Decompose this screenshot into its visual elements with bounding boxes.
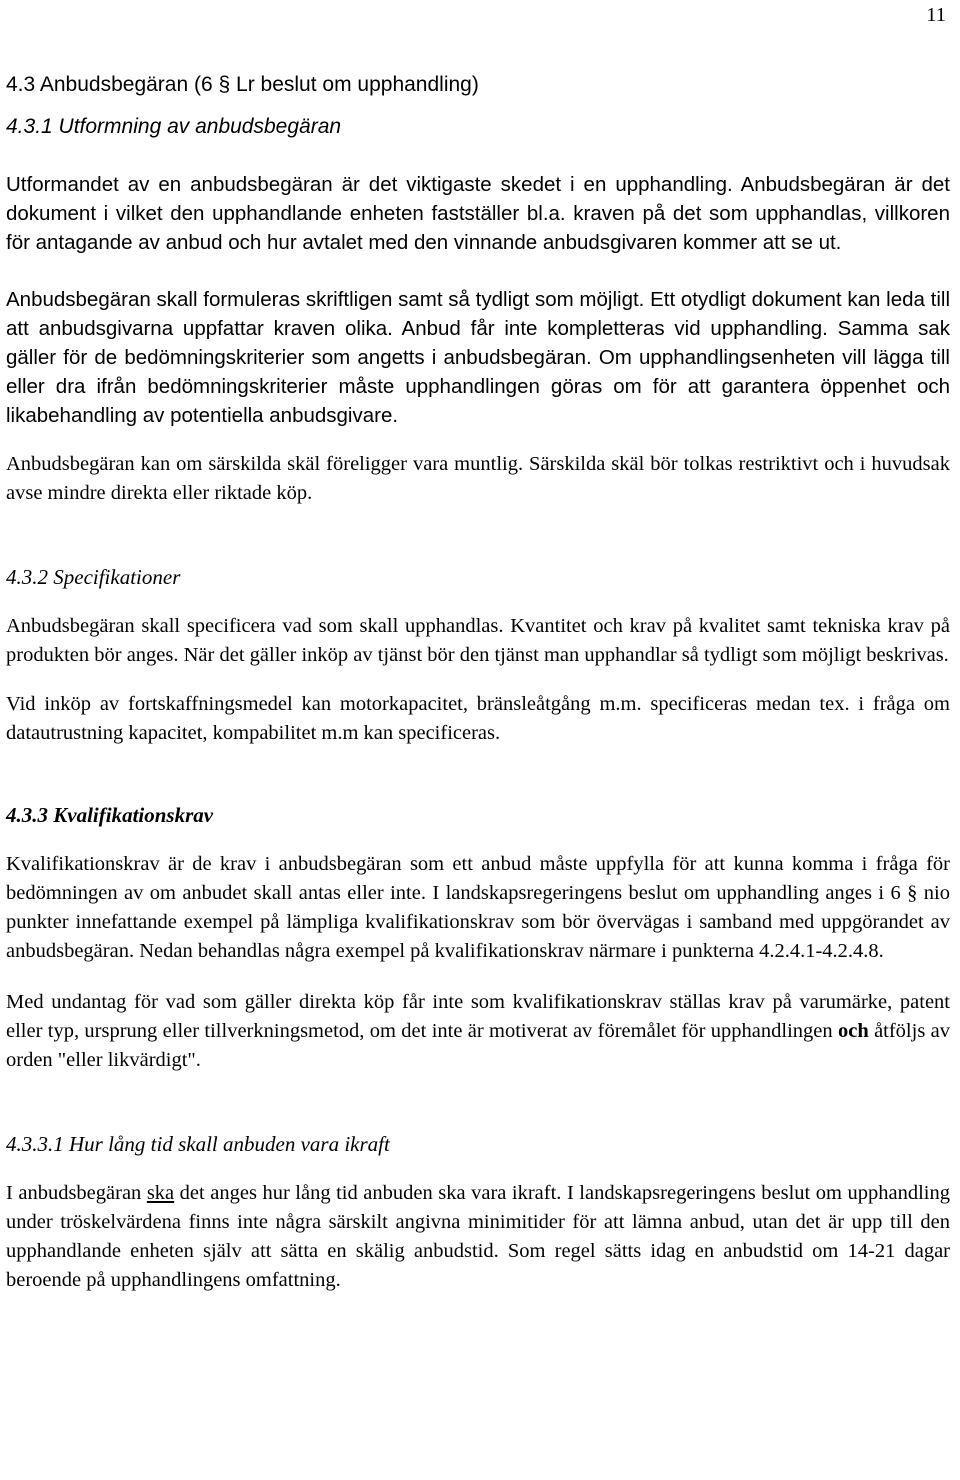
page-number: 11 [926, 4, 946, 26]
paragraph-4-3-3-a: Kvalifikationskrav är de krav i anbudsbegäran som ett anbud måste uppfylla för att kunna komma i fråga för bedömningen av om anbudet skall antas eller inte. I landskapsregeringens beslut om upphandling anges i 6 § nio punkter innefattande exempel på lämpliga kvalifikationskrav som bör övervägas i samband med uppgörandet av anbudsbegäran. Nedan behandlas några exempel på kvalifikationskrav närmare i punkterna 4.2.4.1-4.2.4.8. [6, 853, 950, 962]
paragraph-4-3-3-b-bold: och [837, 1020, 869, 1042]
paragraph-4-3-1-b: Anbudsbegäran skall formuleras skriftligen samt så tydligt som möjligt. Ett otydligt dokument kan leda till att anbudsgivarna uppfattar kraven olika. Anbud får inte kompletteras vid upphandling. Samma sak gäller för de bedömningskriterier som angetts i anbudsbegäran. Om upphandlingsenheten vill lägga till eller dra ifrån bedömningskriterier måste upphandlingen göras om för att garantera öppenhet och likabehandling av potentiella anbudsgivare. [6, 288, 950, 427]
document-body [6, 70, 950, 1295]
subsection-heading-4-3-2: 4.3.2 Specifikationer [6, 565, 181, 589]
paragraph-4-3-2-b: Vid inköp av fortskaffningsmedel kan motorkapacitet, bränsleåtgång m.m. specificeras medan tex. i fråga om datautrustning kapacitet, kompabilitet m.m kan specificeras. [6, 693, 950, 744]
paragraph-4-3-1-a: Utformandet av en anbudsbegäran är det viktigaste skedet i en upphandling. Anbudsbegäran är det dokument i vilket den upphandlande enheten fastställer bl.a. kraven på det som upphandlas, villkoren för antagande av anbud och hur avtalet med den vinnande anbudsgivaren kommer att se ut. [6, 173, 950, 254]
paragraph-4-3-3-b-text-2: åtföljs av orden "eller likvärdigt". [6, 1020, 950, 1071]
paragraph-4-3-3-1-a-text-2: det anges hur lång tid anbuden ska vara ikraft. I landskapsregeringens beslut om upphandling under tröskelvärdena finns inte några särskilt angivna minimitider för att lämna anbud, utan det är upp till den upphandlande enheten själv att sätta en skälig anbudstid. Som regel sätts idag en anbudstid om 14-21 dagar beroende på upphandlingens omfattning. [6, 1182, 950, 1291]
subsection-heading-4-3-3: 4.3.3 Kvalifikationskrav [6, 803, 214, 827]
paragraph-4-3-2-a: Anbudsbegäran skall specificera vad som skall upphandlas. Kvantitet och krav på kvalitet samt tekniska krav på produkten bör anges. När det gäller inköp av tjänst bör den tjänst man upphandlar så tydligt som möjligt beskrivas. [6, 615, 950, 666]
subsection-heading-4-3-1: 4.3.1 Utformning av anbudsbegäran [6, 115, 342, 138]
paragraph-4-3-3-1-a-text-1: I anbudsbegäran [6, 1182, 147, 1204]
paragraph-4-3-3-b-text-1: Med undantag för vad som gäller direkta köp får inte som kvalifikationskrav ställas krav på varumärke, patent eller typ, ursprung eller tillverkningsmetod, om det inte är motiverat av föremålet för upphandlingen [6, 991, 950, 1042]
section-heading-4-3: 4.3 Anbudsbegäran (6 § Lr beslut om upphandling) [6, 73, 479, 96]
paragraph-4-3-1-c: Anbudsbegäran kan om särskilda skäl föreligger vara muntlig. Särskilda skäl bör tolkas restriktivt och i huvudsak avse mindre direkta eller riktade köp. [6, 453, 950, 504]
paragraph-4-3-3-1-a [6, 1179, 950, 1295]
paragraph-4-3-3-b [6, 988, 950, 1075]
subsection-heading-4-3-3-1: 4.3.3.1 Hur lång tid skall anbuden vara ikraft [6, 1132, 390, 1156]
paragraph-4-3-3-1-a-underlined: ska [146, 1182, 175, 1204]
